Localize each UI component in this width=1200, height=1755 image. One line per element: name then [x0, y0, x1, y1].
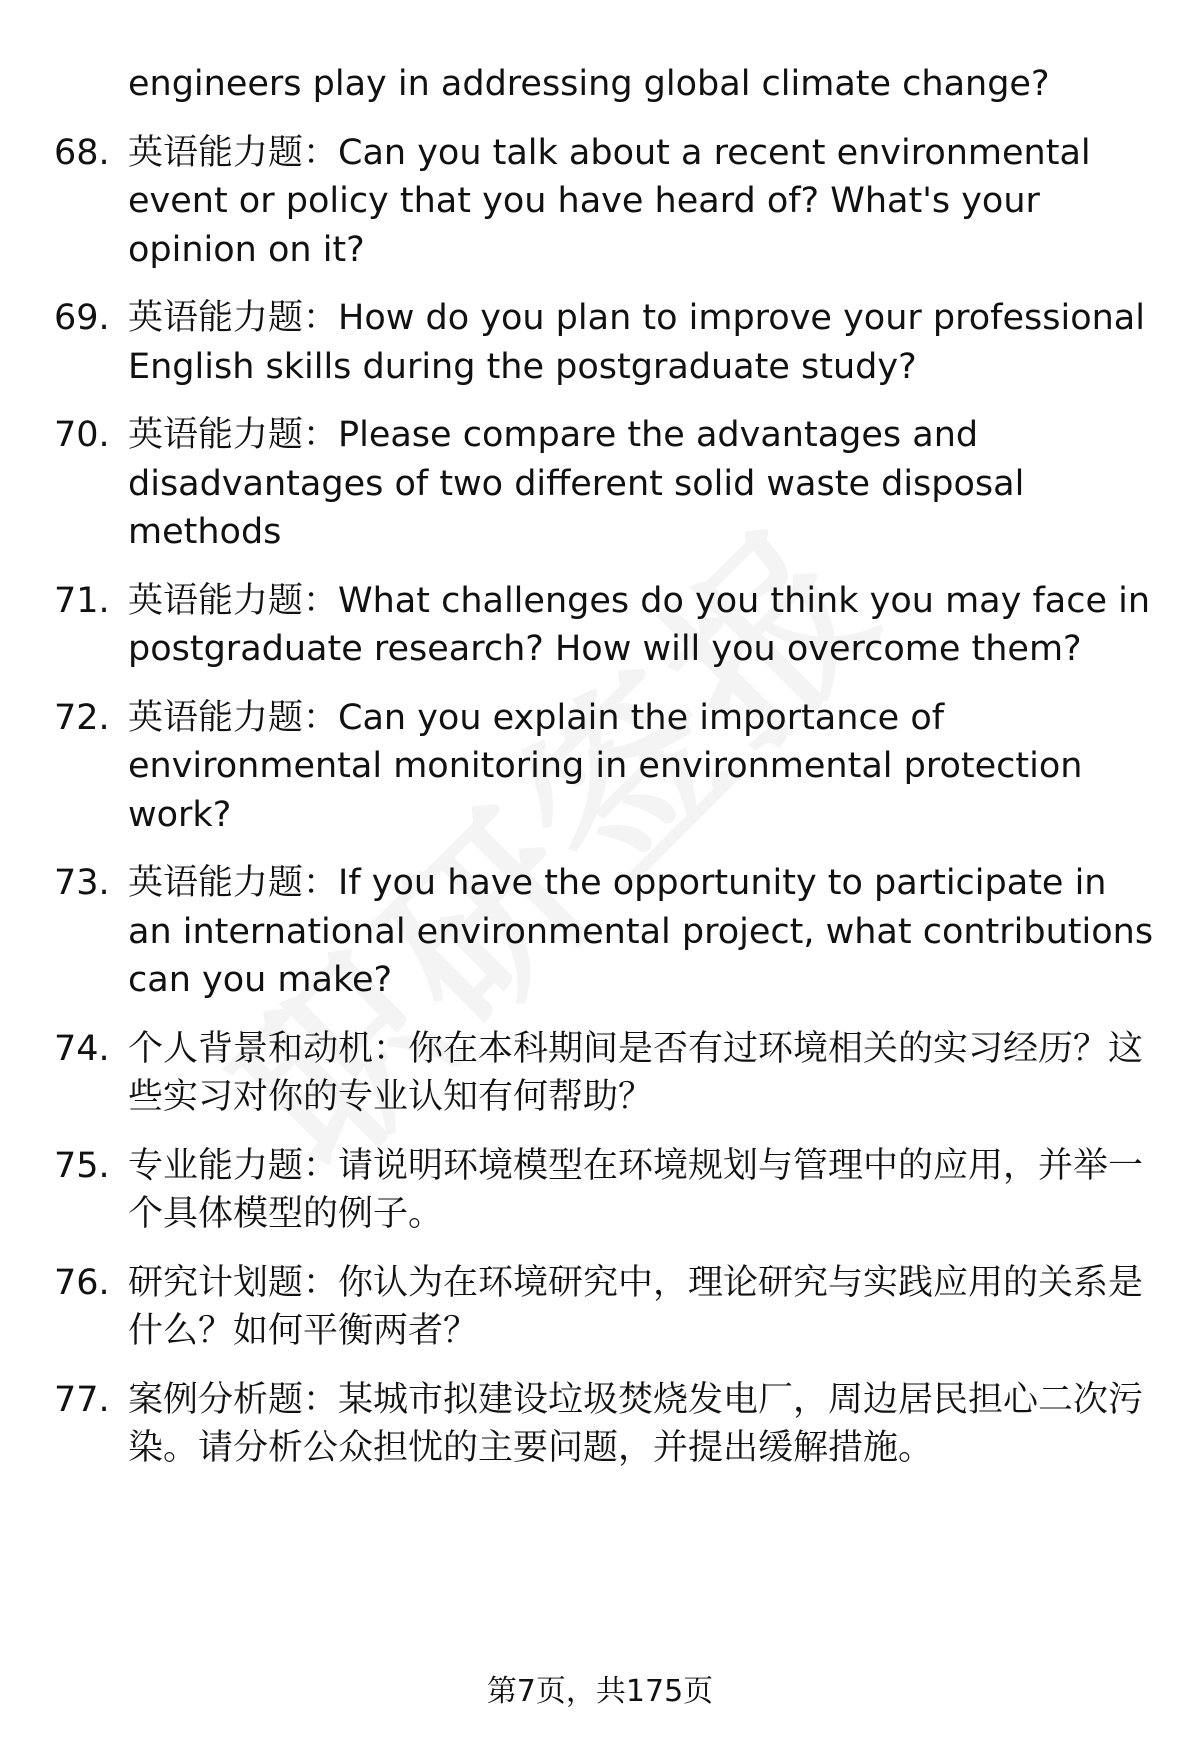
question-item-72: [0, 694, 1158, 840]
question-number: 76.: [54, 1262, 110, 1303]
question-item-73: [0, 859, 1158, 1005]
question-item-69: [0, 294, 1158, 391]
question-text: 英语能力题：Can you talk about a recent environmental event or policy that you have heard of? What's your opinion on it?: [128, 132, 1091, 270]
question-text: 专业能力题：请说明环境模型在环境规划与管理中的应用，并举一个具体模型的例子。: [128, 1145, 1144, 1234]
question-text: 个人背景和动机：你在本科期间是否有过环境相关的实习经历？这些实习对你的专业认知有何帮助？: [128, 1028, 1144, 1117]
question-text: 英语能力题：How do you plan to improve your professional English skills during the postgraduate study?: [128, 298, 1145, 387]
question-number: 73.: [54, 863, 110, 903]
question-item-74: [0, 1025, 1158, 1122]
question-item-75: [0, 1142, 1158, 1239]
document-body: [0, 60, 1200, 1493]
question-number: 77.: [54, 1379, 110, 1420]
question-text: 英语能力题：Can you explain the importance of environmental monitoring in environmental protection work?: [128, 697, 1083, 835]
question-number: 74.: [54, 1028, 110, 1069]
question-item-77: [0, 1376, 1158, 1473]
question-number: 68.: [54, 132, 110, 173]
question-number: 71.: [54, 580, 110, 621]
question-number: 70.: [54, 415, 110, 455]
question-text: 英语能力题：If you have the opportunity to participate in an international environmental project, what contributions can you make?: [128, 863, 1154, 1000]
question-number: 69.: [54, 298, 110, 338]
question-text: 研究计划题：你认为在环境研究中，理论研究与实践应用的关系是什么？如何平衡两者？: [128, 1262, 1144, 1351]
question-text: 英语能力题：What challenges do you think you may face in postgraduate research? How will you overcome them?: [128, 580, 1151, 669]
question-text: 英语能力题：Please compare the advantages and disadvantages of two different solid waste disposal methods: [128, 415, 1025, 552]
question-item-68: [0, 129, 1158, 275]
question-text: 案例分析题：某城市拟建设垃圾焚烧发电厂，周边居民担心二次污染。请分析公众担忧的主要问题，并提出缓解措施。: [128, 1379, 1144, 1468]
question-item-71: [0, 577, 1158, 674]
question-list: [0, 129, 1200, 1473]
question-number: 75.: [54, 1145, 110, 1186]
question-item-70: [0, 411, 1158, 557]
question-item-76: [0, 1259, 1158, 1356]
continuation-text: engineers play in addressing global climate change?: [128, 64, 1050, 104]
page-footer: 第7页，共175页: [486, 1674, 714, 1709]
question-number: 72.: [54, 697, 110, 738]
